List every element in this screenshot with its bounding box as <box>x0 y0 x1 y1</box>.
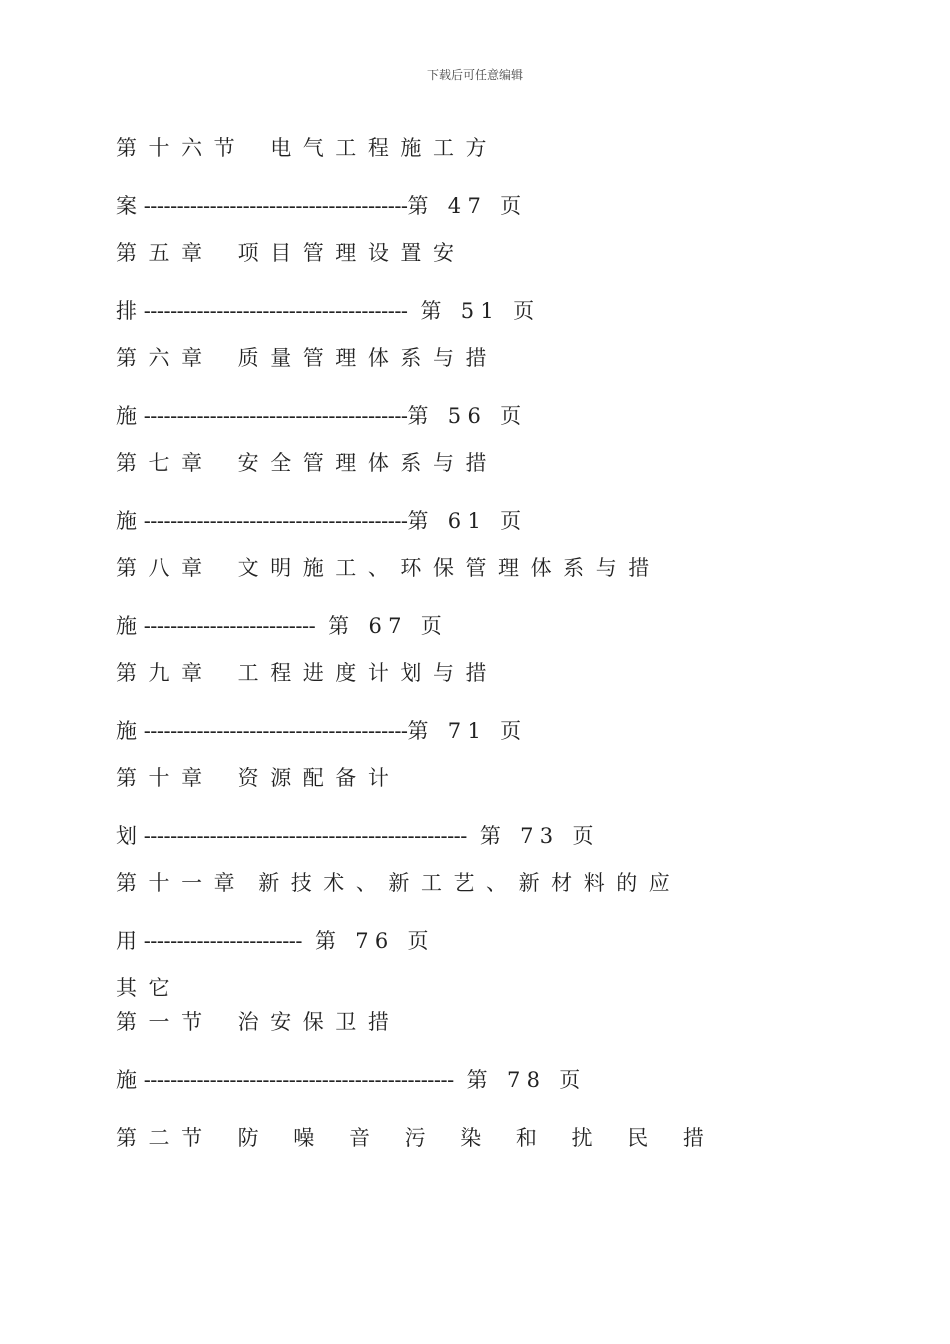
section-entry-title <box>116 1128 739 1149</box>
toc-tail-char: 案 <box>116 194 137 218</box>
toc-title: 治安保卫措 <box>237 1010 401 1034</box>
toc-entry-title <box>116 558 661 579</box>
toc-page-ref: 第 67 页 <box>315 614 449 638</box>
toc-heading: 第五章 <box>116 241 214 265</box>
toc-page-ref: 第 71 页 <box>407 719 528 743</box>
toc-leader-dashes: ----------------------------------------------- <box>143 1068 454 1092</box>
toc-tail-char: 施 <box>116 614 137 638</box>
toc-heading: 第七章 <box>116 451 214 475</box>
toc-leader-dashes: ---------------------------------------- <box>143 719 408 743</box>
toc-title: 资源配备计 <box>237 766 401 790</box>
toc-tail-char: 施 <box>116 404 137 428</box>
toc-leader-dashes: ---------------------------------------- <box>143 509 408 533</box>
toc-leader-dashes: ---------------------------------------- <box>143 194 408 218</box>
toc-entry-title <box>116 873 681 894</box>
toc-heading: 第六章 <box>116 346 214 370</box>
toc-entry-title <box>116 243 466 264</box>
toc-entry-page-line <box>116 511 527 532</box>
toc-heading: 第十一章 <box>116 871 247 895</box>
toc-title: 防噪音污染和扰民措 <box>237 1126 739 1150</box>
toc-title: 电气工程施工方 <box>270 136 499 160</box>
toc-page-ref: 第 61 页 <box>407 509 528 533</box>
toc-entry-title <box>116 768 400 789</box>
toc-page-ref: 第 47 页 <box>407 194 528 218</box>
toc-heading: 第十章 <box>116 766 214 790</box>
toc-heading: 第十六节 <box>116 136 247 160</box>
toc-page-ref: 第 56 页 <box>407 404 528 428</box>
toc-tail-char: 排 <box>116 299 137 323</box>
toc-entry-page-line <box>116 721 527 742</box>
toc-leader-dashes: ---------------------------------------- <box>143 299 408 323</box>
toc-tail-char: 施 <box>116 719 137 743</box>
toc-title: 工程进度计划与措 <box>237 661 499 685</box>
toc-entry-title <box>116 138 498 159</box>
toc-page-ref: 第 73 页 <box>466 824 600 848</box>
page-header: 下载后可任意编辑 <box>426 68 523 82</box>
toc-leader-dashes: ------------------------ <box>143 929 302 953</box>
toc-leader-dashes: ------------------------------------------------- <box>143 824 467 848</box>
toc-page-ref: 第 78 页 <box>453 1068 587 1092</box>
section-entry-title <box>116 1012 400 1033</box>
toc-entry-page-line <box>116 616 448 637</box>
toc-page-ref: 第 51 页 <box>407 299 541 323</box>
toc-entry-page-line <box>116 406 527 427</box>
toc-title: 安全管理体系与措 <box>237 451 499 475</box>
toc-leader-dashes: -------------------------- <box>143 614 316 638</box>
toc-title: 新技术、新工艺、新材料的应 <box>258 871 682 895</box>
toc-tail-char: 用 <box>116 929 137 953</box>
toc-title: 文明施工、环保管理体系与措 <box>237 556 661 580</box>
toc-heading: 第二节 <box>116 1126 214 1150</box>
toc-heading: 第八章 <box>116 556 214 580</box>
toc-entry-title <box>116 663 498 684</box>
toc-entry-title <box>116 453 498 474</box>
toc-tail-char: 施 <box>116 509 137 533</box>
toc-leader-dashes: ---------------------------------------- <box>143 404 408 428</box>
toc-entry-page-line <box>116 196 527 217</box>
toc-tail-char: 划 <box>116 824 137 848</box>
toc-tail-char: 施 <box>116 1068 137 1092</box>
toc-entry-page-line <box>116 931 435 952</box>
toc-heading: 第九章 <box>116 661 214 685</box>
other-label: 其它 <box>116 976 182 1000</box>
toc-title: 质量管理体系与措 <box>237 346 499 370</box>
toc-entry-title <box>116 348 498 369</box>
toc-entry-page-line <box>116 826 600 847</box>
section-entry-page-line <box>116 1070 587 1091</box>
toc-page-ref: 第 76 页 <box>301 929 435 953</box>
toc-title: 项目管理设置安 <box>237 241 466 265</box>
toc-heading: 第一节 <box>116 1010 214 1034</box>
toc-entry-page-line <box>116 301 540 322</box>
